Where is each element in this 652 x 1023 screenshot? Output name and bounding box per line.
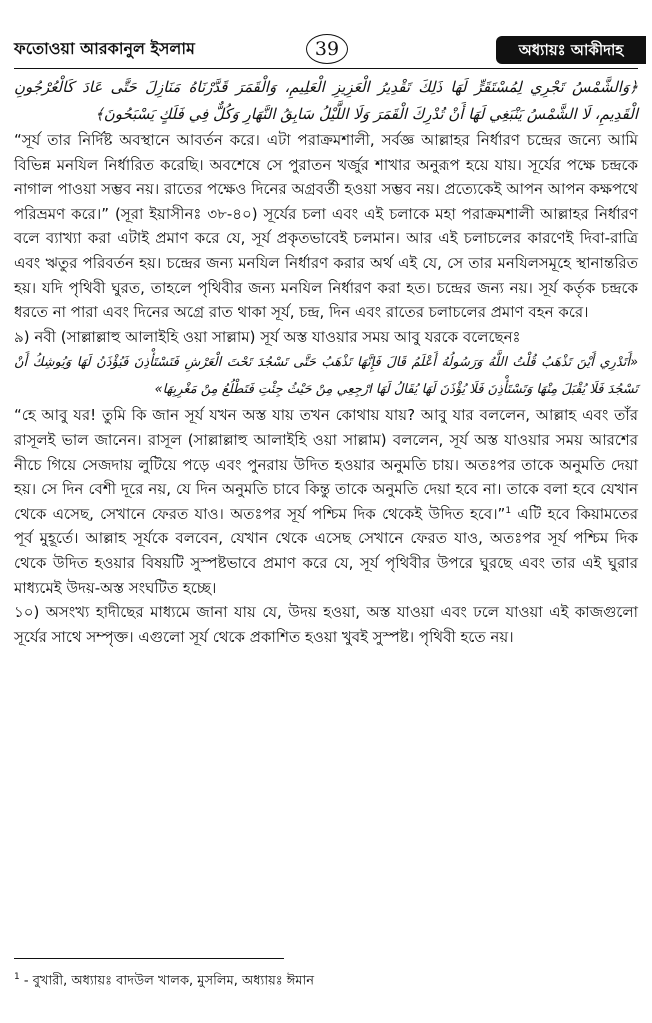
chapter-label: অধ্যায়ঃ আকীদাহ xyxy=(496,36,646,64)
page-number: 39 xyxy=(306,34,348,64)
book-title: ফতোওয়া আরকানুল ইসলাম xyxy=(14,39,195,58)
paragraph-hadith-translation xyxy=(14,403,638,600)
footnote-divider xyxy=(14,958,284,959)
quran-ayah: ﴿وَالشَّمْسُ تَجْرِي لِمُسْتَقَرٍّ لَهَا ذَلِكَ تَقْدِيرُ الْعَزِيزِ الْعَلِيمِ، وَالْقَمَرَ قَدَّرْنَاهُ مَنَازِلَ حَتَّى عَادَ كَالْعُرْجُونِ الْقَدِيمِ، لَا الشَّمْسُ يَنْبَغِي لَهَا أَنْ تُدْرِكَ الْقَمَرَ وَلَا اللَّيْلُ سَابِقُ النَّهَارِ وَكُلٌّ فِي فَلَكٍ يَسْبَحُونَ﴾ xyxy=(14,78,638,123)
hadith-text: «أَتَدْرِي أَيْنَ تَذْهَبُ قُلْتُ اللَّهُ وَرَسُولُهُ أَعْلَمُ قَالَ فَإِنَّهَا تَذْهَبُ حَتَّى تَسْجُدَ تَحْتَ الْعَرْشِ فَتَسْتَأْذِنَ فَيُؤْذَنُ لَهَا وَيُوشِكُ أَنْ تَسْجُدَ فَلَا يُقْبَلَ مِنْهَا وَتَسْتَأْذِنَ فَلَا يُؤْذَنَ لَهَا يُقَالُ لَهَا ارْجِعِي مِنْ حَيْثُ جِئْتِ فَتَطْلُعُ مِنْ مَغْرِبِهَا» xyxy=(14,355,638,398)
hadith-translation-text: “হে আবু যর! তুমি কি জান সূর্য যখন অস্ত যায় তখন কোথায় যায়? আবু যার বললেন, আল্লাহ এবং তাঁর রাসূলই ভাল জানেন। রাসূল (সাল্লাল্লাহু আলাইহি ওয়া সাল্লাম) বললেন, সূর্য অস্ত যাওয়ার সময় আরশের নীচে গিয়ে সেজদায় লুটিয়ে পড়ে এবং পুনরায় উদিত হওয়ার অনুমতি চায়। অতঃপর তাকে অনুমতি দেয়া হয়। সে দিন বেশী দূরে নয়, যে দিন অনুমতি চাবে কিন্তু তাকে অনুমতি দেয়া হবে না। তাকে বলা হবে যেখান থেকে এসেছ, সেখানে ফেরত যাও। অতঃপর সূর্য পশ্চিম দিক থেকেই উদিত হবে।” xyxy=(14,406,638,523)
paragraph-hadith-intro: ৯) নবী (সাল্লাল্লাহু আলাইহি ওয়া সাল্লাম) সূর্য অস্ত যাওয়ার সময় আবু যরকে বলেছেনঃ xyxy=(14,327,521,346)
paragraph-point-ten: ১০) অসংখ্য হাদীছের মাধ্যমে জানা যায় যে, উদয় হওয়া, অস্ত যাওয়া এবং ঢলে যাওয়া এই কাজগুলো সূর্যের সাথে সম্পৃক্ত। এগুলো সূর্য থেকে প্রকাশিত হওয়া খুবই সুস্পষ্ট। পৃথিবী হতে নয়। xyxy=(14,603,638,646)
hadith-commentary-text: এটি হবে কিয়ামতের পূর্ব মুহূর্তে। আল্লাহ সূর্যকে বলবেন, যেখান থেকে এসেছ সেখানে ফেরত যাও, অতঃপর সূর্য পশ্চিম দিক থেকে উদিত হওয়ার বিষয়টি সুস্পষ্টভাবে প্রমাণ করে যে, সূর্য পৃথিবীর উপরে ঘুরছে এবং তার এই ঘুরার মাধ্যমেই উদয়-অস্ত সংঘটিত হচ্ছে। xyxy=(14,504,638,597)
footnote-reference[interactable]: 1 xyxy=(505,505,512,516)
paragraph-explanation: “সূর্য তার নির্দিষ্ট অবস্থানে আবর্তন করে। এটা পরাক্রমশালী, সর্বজ্ঞ আল্লাহর নির্ধারণ চন্দ্রের জন্যে আমি বিভিন্ন মনযিল নির্ধারিত করেছি। অবশেষে সে পুরাতন খর্জুর শাখার অনুরূপ হয়ে যায়। সূর্যের পক্ষে চন্দ্রকে নাগাল পাওয়া সম্ভব নয়। রাতের পক্ষেও দিনের অগ্রবর্তী হওয়া সম্ভব নয়। প্রত্যেকেই আপন আপন কক্ষপথে পরিভ্রমণ করে।” (সূরা ইয়াসীনঃ ৩৮-৪০) সূর্যের চলা এবং এই চলাকে মহা পরাক্রমশালী আল্লাহর নির্ধারণ বলে ব্যাখ্যা করা এটাই প্রমাণ করে যে, সূর্য প্রকৃতভাবেই চলমান। আর এই চলাচলের কারণেই দিবা-রাত্রি এবং ঋতুর পরিবর্তন হয়। চন্দ্রের জন্য মনযিল নির্ধারণ করার অর্থ এই যে, সে তার মনযিলসমূহে স্থানান্তরিত হয়। যদি পৃথিবী ঘুরত, তাহলে পৃথিবীর জন্য মনযিল নির্ধারণ করা হত। চন্দ্রের জন্য নয়। সূর্য কর্তৃক চন্দ্রকে ধরতে না পারা এবং দিনের অগ্রে রাত থাকা সূর্য, চন্দ্র, দিন এবং রাতের চলাচলের প্রমাণ বহন করে। xyxy=(14,131,639,322)
footnote xyxy=(14,968,638,990)
page-body xyxy=(14,74,638,649)
footnote-text: - বুখারী, অধ্যায়ঃ বাদউল খালক, মুসলিম, অধ্যায়ঃ ঈমান xyxy=(19,973,315,989)
header-divider xyxy=(14,68,638,69)
footnote-mark: 1 xyxy=(14,972,20,982)
page-header xyxy=(0,0,652,72)
